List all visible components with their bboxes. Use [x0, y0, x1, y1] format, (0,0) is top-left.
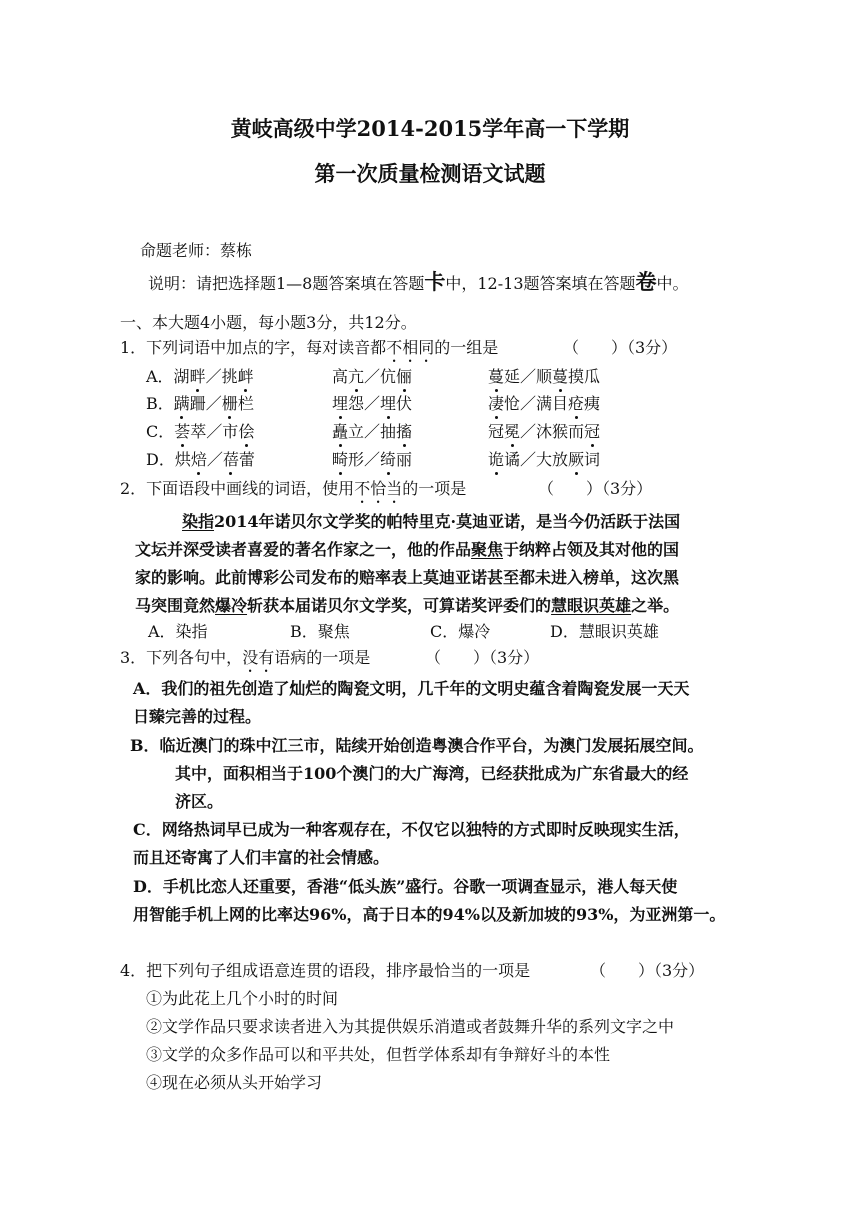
q2-option-d: D．慧眼识英雄: [550, 622, 659, 641]
text-segment: 马突围竟然: [135, 596, 216, 615]
q1-opt-d-col1: [146, 450, 255, 470]
q2-option-b: B．聚焦: [290, 622, 350, 641]
q1-paren: （ ）（3分）: [563, 338, 678, 357]
q3-option-b-line2: 其中，面积相当于100个澳门的大广海湾，已经获批成为广东省最大的经: [175, 764, 689, 783]
q3-option-d-line1: D．手机比恋人还重要，香港“低头族”盛行。谷歌一项调查显示，港人每天使: [133, 877, 678, 896]
text-segment: 延／顺: [504, 367, 553, 386]
q1-opt-a-col1: [146, 367, 254, 387]
emphasis-dot-char: 蓓: [222, 450, 239, 469]
q1-opt-c-col1: [146, 422, 254, 442]
emphasis-dot-char: 埋: [332, 394, 349, 413]
q3-stem-emph: 没有: [242, 648, 275, 667]
q1-opt-d-col3: [488, 450, 600, 470]
text-segment: 摸瓜: [568, 367, 601, 386]
note-emph-paper: 卷: [635, 269, 657, 294]
q2-stem-text-end: 的一项是: [402, 479, 467, 498]
q4-item-4: ④现在必须从头开始学习: [146, 1073, 323, 1092]
text-segment: 形／: [348, 450, 381, 469]
q1-opt-b-col1: [146, 394, 254, 414]
text-segment: ／沐猴而: [520, 422, 585, 441]
q2-stem-text: 2．下面语段中画线的词语，使用: [120, 479, 355, 498]
q3-option-d-line2: 用智能手机上网的比率达96%，高于日本的94%以及新加坡的93%，为亚洲第一。: [133, 905, 726, 924]
q2-option-c: C．爆冷: [430, 622, 491, 641]
q1-opt-c-col2: [332, 422, 412, 442]
q4-stem: 4．把下列句子组成语意连贯的语段，排序最恰当的一项是: [120, 961, 531, 980]
text-segment: 高: [332, 367, 349, 386]
instruction-note: [148, 269, 689, 294]
q1-opt-a-col2: [332, 367, 412, 387]
text-segment: 之举。: [631, 596, 680, 615]
q3-option-b-line1: B．临近澳门的珠中江三市，陆续开始创造粤澳合作平台，为澳门发展拓展空间。: [130, 736, 704, 755]
q4-item-1: ①为此花上几个小时的时间: [146, 989, 339, 1008]
emphasis-dot-char: 诡: [488, 450, 505, 469]
text-segment: 染指: [182, 512, 215, 531]
q2-passage-line4: [135, 596, 679, 616]
q2-passage-line3: 家的影响。此前博彩公司发布的赔率表上莫迪亚诺甚至都未进入榜单，这次黑: [135, 568, 680, 587]
text-segment: 斩获本届诺贝尔文学奖，可算诺奖评委们的: [247, 596, 552, 615]
emphasis-dot-char: 俪: [396, 367, 413, 386]
text-segment: 冠: [488, 422, 505, 441]
note-emph-card: 卡: [424, 269, 446, 294]
q2-stem: [120, 479, 466, 507]
text-segment: A．湖: [146, 367, 190, 386]
text-segment: 爆冷: [215, 596, 248, 615]
q2-passage-line2: [135, 540, 679, 560]
q3-option-b-line3: 济区。: [175, 792, 224, 811]
text-segment: B．: [146, 394, 174, 413]
text-segment: 聚焦: [471, 540, 504, 559]
text-segment: ／: [206, 450, 223, 469]
emphasis-dot-char: 凄: [488, 394, 505, 413]
q3-option-c-line1: C．网络热词早已成为一种客观存在，不仅它以独特的方式即时反映现实生活，: [133, 820, 690, 839]
emphasis-dot-char: 埋: [380, 394, 397, 413]
emphasis-dot-char: 畔: [189, 367, 206, 386]
emphasis-dot-char: 亢: [348, 367, 365, 386]
emphasis-dot-char: 蹒: [173, 394, 190, 413]
emphasis-dot-char: 冕: [504, 422, 521, 441]
q1-stem: [120, 338, 498, 366]
q3-option-a-line2: 日臻完善的过程。: [133, 707, 262, 726]
q3-stem: [120, 648, 370, 676]
q4-paren: （ ）（3分）: [590, 961, 705, 980]
q2-stem-emph: 不恰当: [354, 479, 403, 498]
q1-opt-d-col2: [332, 450, 412, 470]
note-text-e: 中。: [656, 274, 689, 293]
exam-title-line1: 黄岐高级中学2014-2015学年高一下学期: [230, 116, 630, 141]
q2-paren: （ ）（3分）: [538, 479, 653, 498]
emphasis-dot-char: 焙: [190, 450, 207, 469]
text-segment: 文坛并深受读者喜爱的著名作家之一，他的作品: [135, 540, 472, 559]
q1-stem-emph: 不相同: [386, 338, 435, 357]
q4-item-2: ②文学作品只要求读者进入为其提供娱乐消遣或者鼓舞升华的系列文字之中: [146, 1017, 675, 1036]
emphasis-dot-char: 衅: [237, 367, 254, 386]
text-segment: 谲／大放: [504, 450, 569, 469]
text-segment: 于纳粹占领及其对他的国: [503, 540, 680, 559]
text-segment: 怨／: [348, 394, 381, 413]
q1-stem-text-end: 的一组是: [434, 338, 499, 357]
text-segment: 丽: [396, 450, 413, 469]
emphasis-dot-char: 蔓: [552, 367, 569, 386]
q3-paren: （ ）（3分）: [425, 648, 540, 667]
emphasis-dot-char: 冠: [584, 422, 601, 441]
author-line: 命题老师：蔡栋: [140, 241, 253, 260]
text-segment: 怆／满目: [504, 394, 569, 413]
text-segment: C．: [146, 422, 175, 441]
emphasis-dot-char: 侩: [238, 422, 255, 441]
text-segment: 慧眼识英雄: [551, 596, 632, 615]
text-segment: ／伉: [364, 367, 397, 386]
q3-option-a-line1: A．我们的祖先创造了灿烂的陶瓷文明，几千年的文明史蕴含着陶瓷发展一天天: [133, 679, 690, 698]
note-text-c: 中，12-13题答案填在答题: [445, 274, 636, 293]
text-segment: 跚／: [189, 394, 222, 413]
text-segment: D．烘: [146, 450, 191, 469]
emphasis-dot-char: 厥: [568, 450, 585, 469]
exam-title-line2: 第一次质量检测语文试题: [314, 161, 546, 186]
emphasis-dot-char: 蔓: [488, 367, 505, 386]
q4-item-3: ③文学的众多作品可以和平共处，但哲学体系却有争辩好斗的本性: [146, 1045, 611, 1064]
q2-option-a: A．染指: [148, 622, 208, 641]
q1-opt-b-col2: [332, 394, 412, 414]
q1-opt-c-col3: [488, 422, 600, 442]
text-segment: 2014年诺贝尔文学奖的帕特里克·莫迪亚诺，是当今仍活跃于法国: [214, 512, 681, 531]
section-heading: 一、本大题4小题，每小题3分，共12分。: [120, 313, 417, 332]
note-text-a: 说明：请把选择题1—8题答案填在答题: [148, 274, 425, 293]
emphasis-dot-char: 搐: [396, 422, 413, 441]
emphasis-dot-char: 荟: [174, 422, 191, 441]
text-segment: 伏: [396, 394, 413, 413]
emphasis-dot-char: 矗: [332, 422, 349, 441]
q1-opt-b-col3: [488, 394, 600, 414]
q2-passage-line1: [182, 512, 680, 532]
q1-stem-text: 1．下列词语中加点的字，每对读音都: [120, 338, 387, 357]
emphasis-dot-char: 疮: [568, 394, 585, 413]
text-segment: 蕾: [238, 450, 255, 469]
text-segment: ／挑: [205, 367, 238, 386]
text-segment: 栏: [237, 394, 254, 413]
q3-stem-text-end: 语病的一项是: [274, 648, 371, 667]
q3-option-c-line2: 而且还寄寓了人们丰富的社会情感。: [133, 848, 390, 867]
text-segment: 立／抽: [348, 422, 397, 441]
text-segment: 痍: [584, 394, 601, 413]
q3-stem-text: 3．下列各句中，: [120, 648, 243, 667]
emphasis-dot-char: 栅: [221, 394, 238, 413]
emphasis-dot-char: 畸: [332, 450, 349, 469]
text-segment: 词: [584, 450, 601, 469]
emphasis-dot-char: 绮: [380, 450, 397, 469]
q1-opt-a-col3: [488, 367, 600, 387]
text-segment: 萃／市: [190, 422, 239, 441]
